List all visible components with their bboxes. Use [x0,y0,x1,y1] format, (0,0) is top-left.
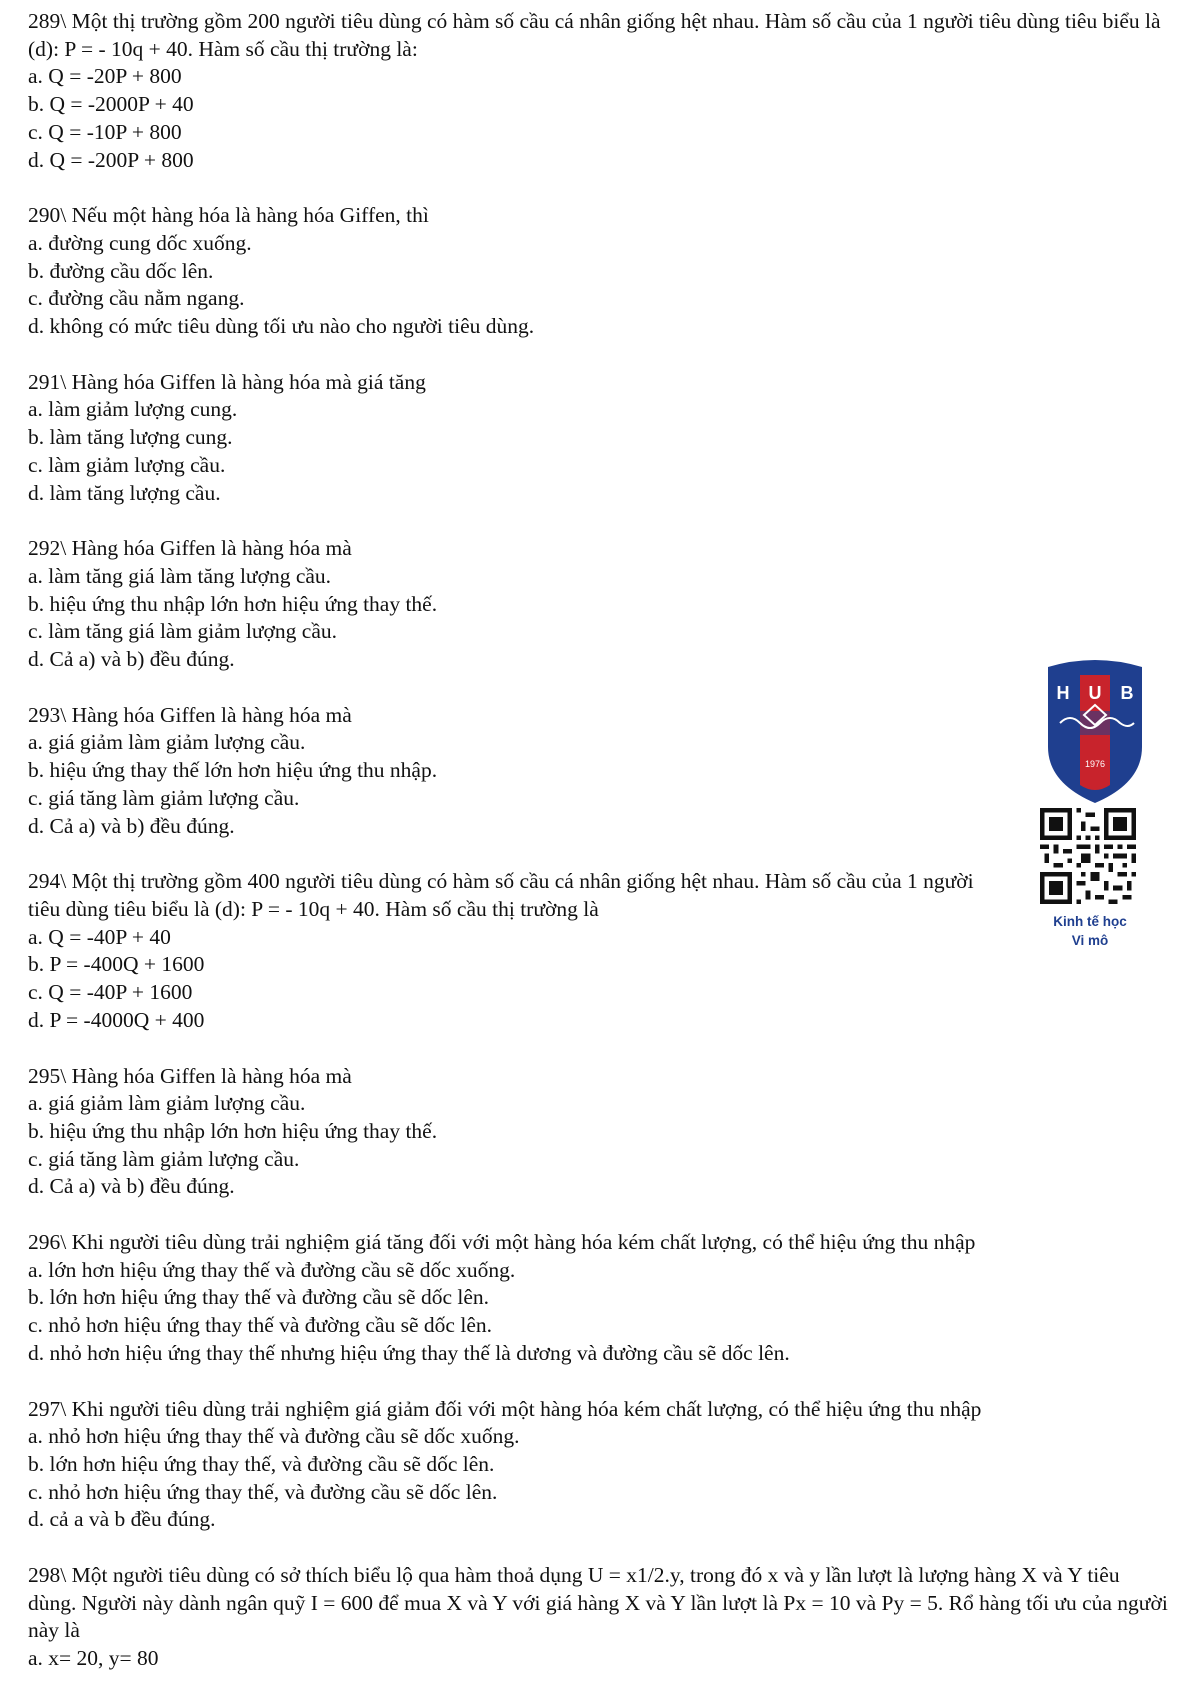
option-a: a. nhỏ hơn hiệu ứng thay thế và đường cầu sẽ dốc xuống. [28,1424,520,1449]
option-b: b. hiệu ứng thu nhập lớn hơn hiệu ứng thay thế. [28,591,438,616]
question-295 [28,1063,1168,1202]
option-a: a. giá giảm làm giảm lượng cầu. [28,730,306,755]
question-text: 293\ Hàng hóa Giffen là hàng hóa mà [28,702,352,727]
option-b: b. lớn hơn hiệu ứng thay thế, và đường cầu sẽ dốc lên. [28,1451,495,1476]
question-text: 295\ Hàng hóa Giffen là hàng hóa mà [28,1063,352,1088]
question-text: 289\ Một thị trường gồm 200 người tiêu dùng có hàm số cầu cá nhân giống hệt nhau. Hàm số cầu của 1 người tiêu dùng tiêu biểu là (d): P = - 10q + 40. Hàm số cầu thị trường là: [28,9,1161,61]
question-text: 292\ Hàng hóa Giffen là hàng hóa mà [28,536,352,561]
option-c: c. nhỏ hơn hiệu ứng thay thế, và đường cầu sẽ dốc lên. [28,1479,498,1504]
option-a: a. đường cung dốc xuống. [28,230,252,255]
option-a: a. giá giảm làm giảm lượng cầu. [28,1091,306,1116]
option-a: a. Q = -20P + 800 [28,64,182,89]
option-d: d. P = -4000Q + 400 [28,1007,205,1032]
option-a: a. x= 20, y= 80 [28,1646,159,1671]
question-text: 294\ Một thị trường gồm 400 người tiêu dùng có hàm số cầu cá nhân giống hệt nhau. Hàm số cầu của 1 người tiêu dùng tiêu biểu là (d): P = - 10q + 40. Hàm số cầu thị trường là [28,869,974,921]
document-page [28,8,1168,1701]
logo-letter-b: B [1120,683,1134,703]
option-d: d. nhỏ hơn hiệu ứng thay thế nhưng hiệu ứng thay thế là dương và đường cầu sẽ dốc lên. [28,1340,790,1365]
caption-line-1: Kinh tế học [1053,914,1127,929]
question-text: 296\ Khi người tiêu dùng trải nghiệm giá tăng đối với một hàng hóa kém chất lượng, có thể hiệu ứng thu nhập [28,1230,976,1255]
question-297 [28,1396,1168,1535]
option-d: d. Q = -200P + 800 [28,147,194,172]
option-a: a. lớn hơn hiệu ứng thay thế và đường cầu sẽ dốc xuống. [28,1257,516,1282]
question-293 [28,702,1168,841]
option-b: b. đường cầu dốc lên. [28,258,214,283]
option-d: d. cả a và b đều đúng. [28,1507,216,1532]
option-b: b. lớn hơn hiệu ứng thay thế và đường cầu sẽ dốc lên. [28,1285,490,1310]
question-291 [28,369,1168,508]
option-c: c. giá tăng làm giảm lượng cầu. [28,1146,300,1171]
option-c: c. Q = -40P + 1600 [28,980,193,1005]
option-b: b. hiệu ứng thay thế lớn hơn hiệu ứng thu nhập. [28,758,438,783]
option-b: b. làm tăng lượng cung. [28,425,233,450]
option-c: c. nhỏ hơn hiệu ứng thay thế và đường cầu sẽ dốc lên. [28,1313,492,1338]
option-c: c. làm giảm lượng cầu. [28,452,226,477]
option-b: b. Q = -2000P + 40 [28,92,194,117]
question-text: 298\ Một người tiêu dùng có sở thích biểu lộ qua hàm thoả dụng U = x1/2.y, trong đó x và y lần lượt là lượng hàng X và Y tiêu dùng. Người này dành ngân quỹ I = 600 để mua X và Y với giá hàng X và Y lần lượt là Px = 10 và Py = 5. Rổ hàng tối ưu của người này là [28,1563,1168,1643]
option-a: a. làm tăng giá làm tăng lượng cầu. [28,563,332,588]
option-d: d. Cả a) và b) đều đúng. [28,813,235,838]
option-d: d. Cả a) và b) đều đúng. [28,647,235,672]
question-292 [28,535,1168,674]
caption-line-2: Vi mô [1071,933,1109,948]
qr-code-icon [1040,808,1136,904]
question-296 [28,1229,1168,1368]
hub-shield-icon [1040,655,1150,805]
question-294 [28,868,1168,1034]
option-c: c. Q = -10P + 800 [28,119,182,144]
question-290 [28,202,1168,341]
option-a: a. làm giảm lượng cung. [28,397,238,422]
question-text: 297\ Khi người tiêu dùng trải nghiệm giá giảm đối với một hàng hóa kém chất lượng, có thể hiệu ứng thu nhập [28,1396,982,1421]
option-b: b. hiệu ứng thu nhập lớn hơn hiệu ứng thay thế. [28,1118,438,1143]
question-289 [28,8,1168,174]
option-b: b. P = -400Q + 1600 [28,952,205,977]
option-d: d. không có mức tiêu dùng tối ưu nào cho người tiêu dùng. [28,314,535,339]
brand-caption [1030,912,1150,950]
option-c: c. giá tăng làm giảm lượng cầu. [28,785,300,810]
option-d: d. làm tăng lượng cầu. [28,480,221,505]
option-a: a. Q = -40P + 40 [28,924,171,949]
question-text: 290\ Nếu một hàng hóa là hàng hóa Giffen, thì [28,203,429,228]
question-text: 291\ Hàng hóa Giffen là hàng hóa mà giá tăng [28,369,426,394]
logo-year: 1976 [1084,759,1106,769]
question-298 [28,1562,1168,1673]
option-d: d. Cả a) và b) đều đúng. [28,1174,235,1199]
option-c: c. đường cầu nằm ngang. [28,286,245,311]
option-c: c. làm tăng giá làm giảm lượng cầu. [28,619,337,644]
logo-letter-h: H [1056,683,1070,703]
logo-letter-u: U [1088,683,1102,703]
